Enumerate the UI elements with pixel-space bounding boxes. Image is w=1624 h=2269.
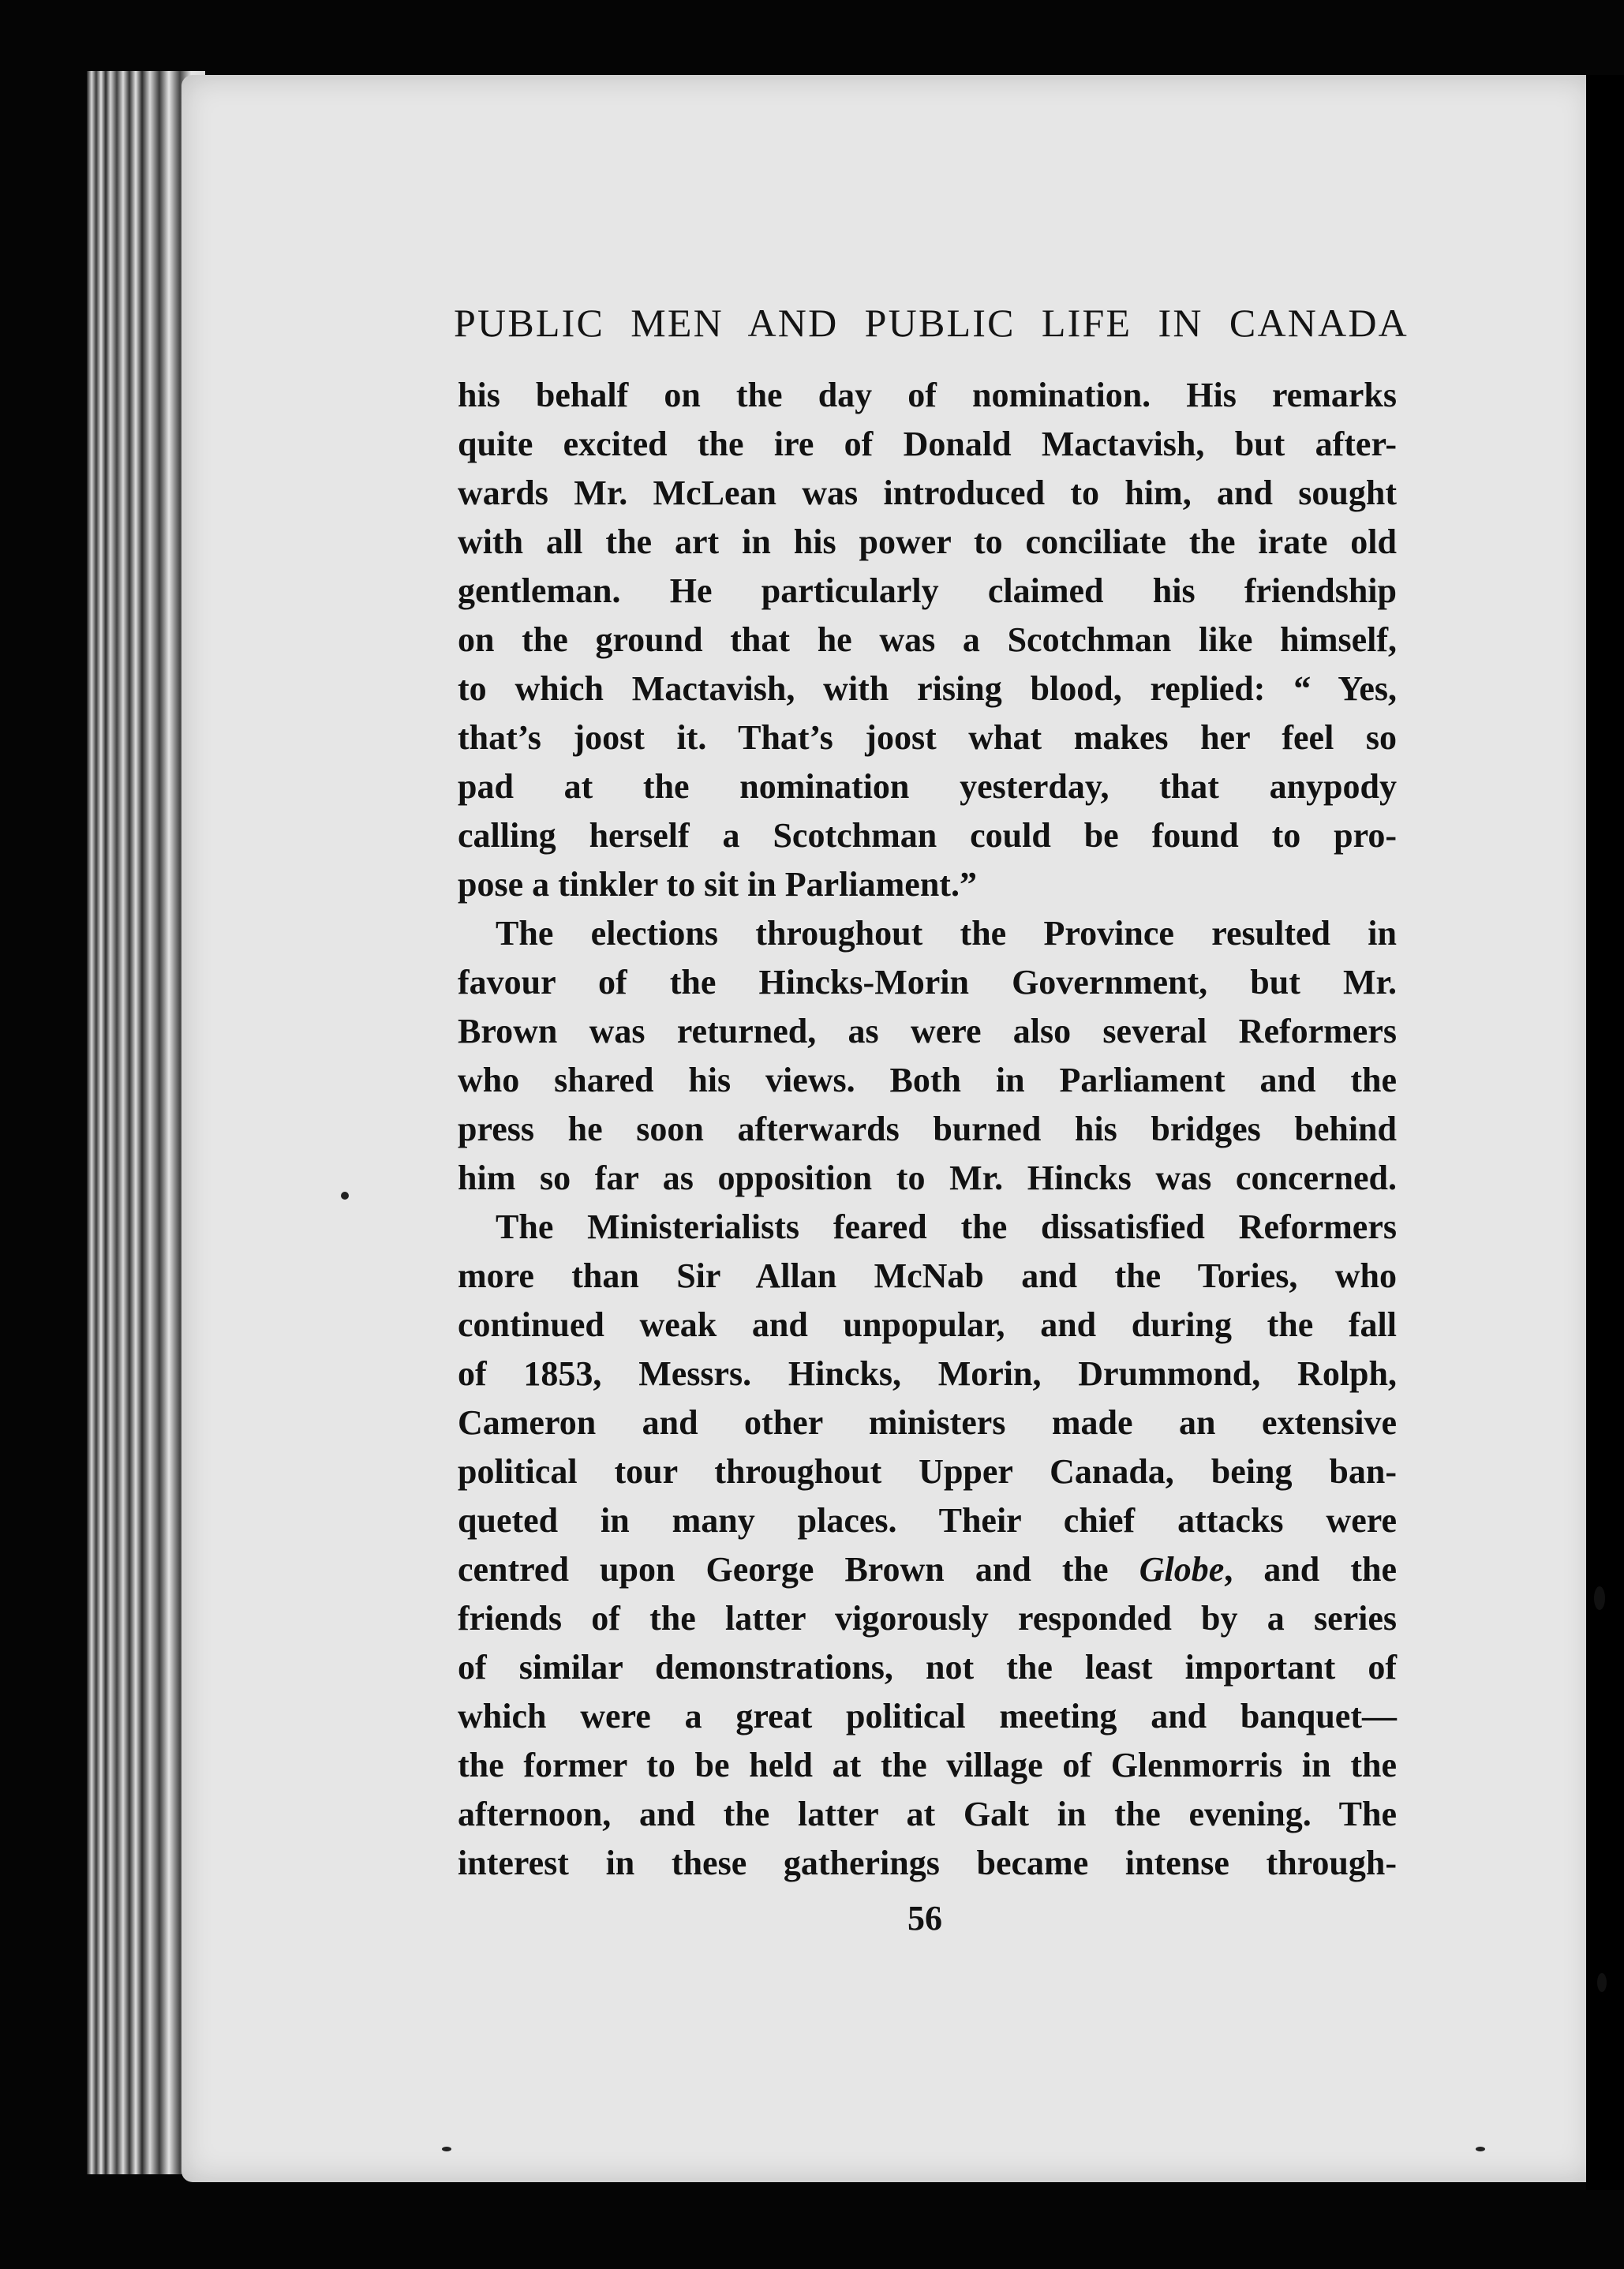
text-line: quite excited the ire of Donald Mactavish, but after- [458,425,1397,463]
scan-speck [1476,2147,1485,2151]
text-line: interest in these gatherings became intense through- [458,1844,1397,1882]
text-line: Cameron and other ministers made an extensive [458,1403,1397,1442]
text-line: who shared his views. Both in Parliament and the [458,1061,1397,1099]
text-line: pad at the nomination yesterday, that anypody [458,767,1397,806]
scan-speck [1597,1973,1607,1992]
page-number: 56 [907,1899,942,1938]
text-line: friends of the latter vigorously responded by a series [458,1599,1397,1638]
text-fragment: , and the [1224,1550,1398,1589]
text-line: calling herself a Scotchman could be found to pro- [458,816,1397,855]
newspaper-title-italic: Globe [1139,1550,1225,1589]
text-line: favour of the Hincks-Morin Government, but Mr. [458,963,1397,1002]
running-head: PUBLIC MEN AND PUBLIC LIFE IN CANADA [454,301,1409,345]
text-line: his behalf on the day of nomination. His remarks [458,376,1397,414]
text-line: afternoon, and the latter at Galt in the evening. The [458,1795,1397,1833]
text-line: with all the art in his power to conciliate the irate old [458,522,1397,561]
text-line-with-italic [458,1545,1397,1594]
paragraph-start-line: The elections throughout the Province resulted in [496,914,1397,953]
text-line: to which Mactavish, with rising blood, replied: “ Yes, [458,669,1397,708]
text-line: the former to be held at the village of Glenmorris in the [458,1746,1397,1784]
text-line: political tour throughout Upper Canada, being ban- [458,1452,1397,1491]
scan-speck [442,2147,451,2151]
text-line: that’s joost it. That’s joost what makes her feel so [458,718,1397,757]
text-line: wards Mr. McLean was introduced to him, and sought [458,474,1397,512]
text-line: of similar demonstrations, not the least important of [458,1648,1397,1687]
scan-speck [1594,1586,1605,1610]
text-line: which were a great political meeting and banquet— [458,1697,1397,1735]
page-right-edge [1586,75,1624,2190]
text-line: gentleman. He particularly claimed his friendship [458,571,1397,610]
text-fragment: centred upon George Brown and the [458,1550,1109,1589]
text-line: queted in many places. Their chief attacks were [458,1501,1397,1540]
text-line: more than Sir Allan McNab and the Tories, who [458,1256,1397,1295]
text-line: on the ground that he was a Scotchman like himself, [458,620,1397,659]
text-line: of 1853, Messrs. Hincks, Morin, Drummond, Rolph, [458,1354,1397,1393]
scan-speck [341,1192,349,1200]
body-text [458,371,1397,1888]
text-line: him so far as opposition to Mr. Hincks was concerned. [458,1159,1397,1197]
text-line: press he soon afterwards burned his bridges behind [458,1110,1397,1148]
text-line: continued weak and unpopular, and during the fall [458,1305,1397,1344]
paragraph-start-line: The Ministerialists feared the dissatisfied Reformers [496,1208,1397,1246]
text-line: Brown was returned, as were also several Reformers [458,1012,1397,1050]
text-line: pose a tinkler to sit in Parliament.” [458,865,977,904]
